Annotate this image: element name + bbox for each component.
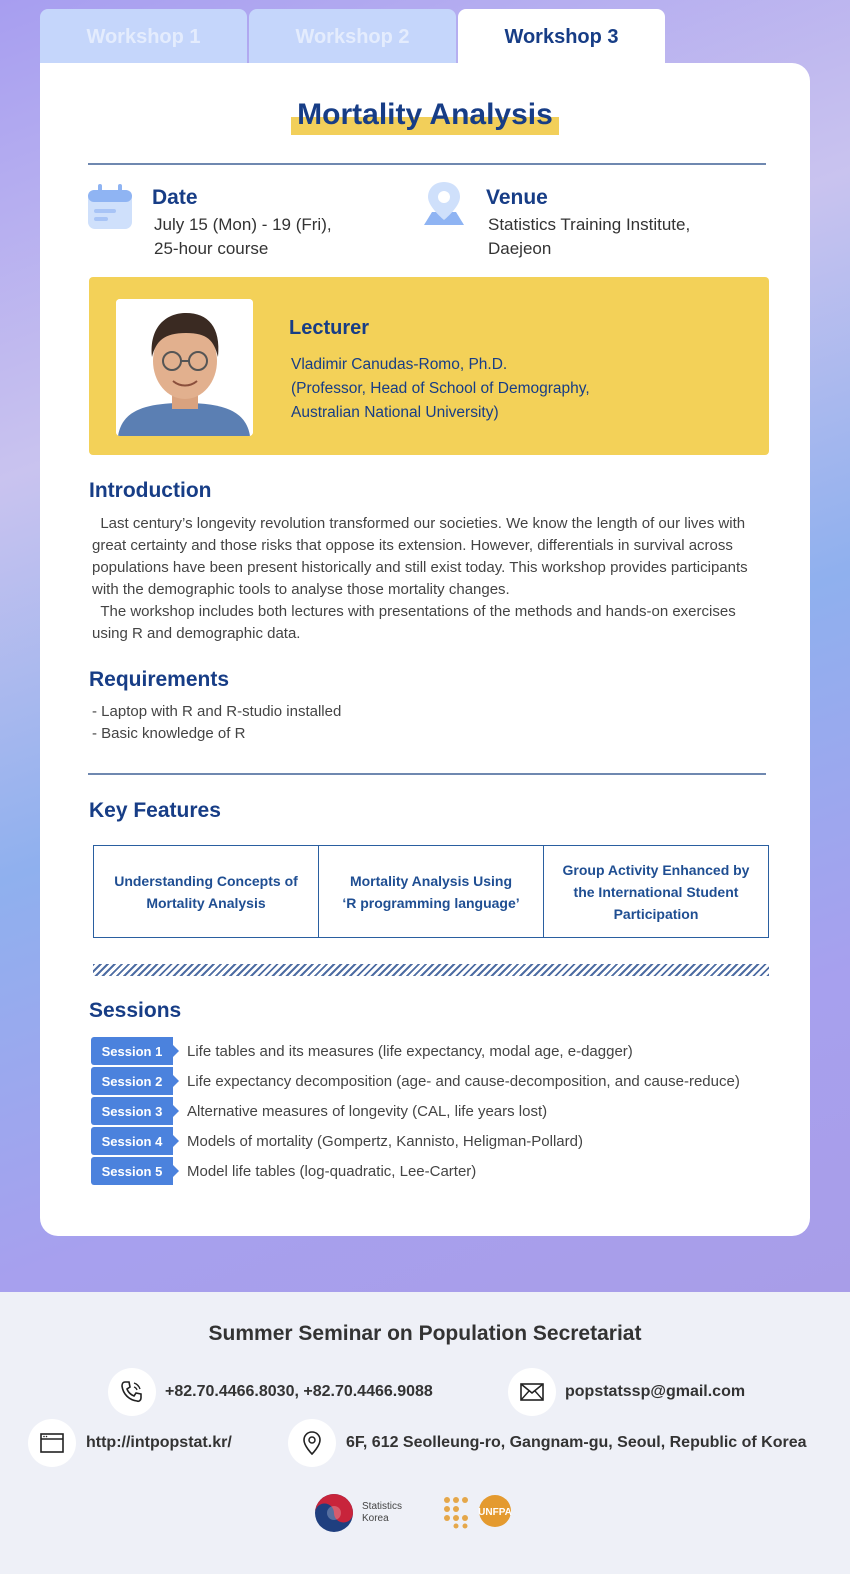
email-icon xyxy=(508,1368,556,1416)
session-row xyxy=(91,1127,583,1155)
lecturer-box xyxy=(89,277,769,455)
session-text: Life tables and its measures (life expectancy, modal age, e-dagger) xyxy=(187,1042,633,1060)
key-features-table xyxy=(93,845,769,938)
sessions-heading: Sessions xyxy=(89,999,182,1022)
requirements-list xyxy=(92,701,772,745)
workshop-card xyxy=(40,63,810,1236)
statistics-korea-logo-text: Statistics Korea xyxy=(362,1501,403,1524)
tab-workshop-3[interactable]: Workshop 3 xyxy=(458,9,665,65)
calendar-icon xyxy=(86,183,134,231)
introduction-heading: Introduction xyxy=(89,479,212,502)
date-label: Date xyxy=(152,186,198,209)
page-title: Mortality Analysis xyxy=(291,95,559,135)
session-badge: Session 2 xyxy=(91,1067,173,1095)
session-badge: Session 4 xyxy=(91,1127,173,1155)
phone-numbers[interactable]: +82.70.4466.8030, +82.70.4466.9088 xyxy=(165,1383,433,1400)
session-badge: Session 1 xyxy=(91,1037,173,1065)
feature-cell: Understanding Concepts of Mortality Analysis xyxy=(94,846,319,937)
feature-cell: Mortality Analysis Using ‘R programming language’ xyxy=(319,846,544,937)
requirement-item: - Basic knowledge of R xyxy=(92,725,246,742)
browser-icon xyxy=(28,1419,76,1467)
session-row xyxy=(91,1097,547,1125)
session-row xyxy=(91,1157,476,1185)
tab-workshop-2[interactable]: Workshop 2 xyxy=(249,9,456,65)
session-text: Models of mortality (Gompertz, Kannisto, Heligman-Pollard) xyxy=(187,1132,583,1150)
lecturer-label: Lecturer xyxy=(289,317,370,339)
session-row xyxy=(91,1037,633,1065)
website-link[interactable]: http://intpopstat.kr/ xyxy=(86,1434,232,1451)
phone-icon xyxy=(108,1368,156,1416)
requirement-item: - Laptop with R and R-studio installed xyxy=(92,703,342,720)
introduction-paragraph-2: The workshop includes both lectures with presentations of the methods and hands-on exercises using R and demographic data. xyxy=(92,603,736,642)
unfpa-logo xyxy=(443,1495,515,1529)
session-text: Life expectancy decomposition (age- and cause-decomposition, and cause-reduce) xyxy=(187,1072,740,1090)
venue-label: Venue xyxy=(486,186,548,209)
date-value: July 15 (Mon) - 19 (Fri), 25-hour course xyxy=(154,215,332,258)
footer-title: Summer Seminar on Population Secretariat xyxy=(208,1322,642,1345)
address-pin-icon xyxy=(288,1419,336,1467)
hatched-divider xyxy=(93,964,769,976)
session-row xyxy=(91,1067,740,1095)
key-features-heading: Key Features xyxy=(89,799,221,822)
requirements-heading: Requirements xyxy=(89,668,230,691)
session-badge: Session 5 xyxy=(91,1157,173,1185)
introduction-paragraph-1: Last century’s longevity revolution transformed our societies. We know the length of our lives with great certainty and those risks that oppose its extension. However, differentials in survival across populations have been present historically and still exist today. This workshop provides participants with the demographic tools to analyse those mortality changes. xyxy=(92,515,748,598)
session-badge: Session 3 xyxy=(91,1097,173,1125)
divider xyxy=(88,163,766,165)
location-pin-icon xyxy=(420,180,468,230)
tab-workshop-1[interactable]: Workshop 1 xyxy=(40,9,247,65)
lecturer-details: Vladimir Canudas-Romo, Ph.D. (Professor, Head of School of Demography, Australian National University) xyxy=(291,356,590,421)
session-text: Alternative measures of longevity (CAL, life years lost) xyxy=(187,1102,548,1120)
email-link[interactable]: popstatssp@gmail.com xyxy=(565,1383,746,1400)
feature-cell: Group Activity Enhanced by the International Student Participation xyxy=(562,861,750,922)
divider xyxy=(88,773,766,775)
svg-text:UNFPA: UNFPA xyxy=(478,1507,512,1518)
address-text: 6F, 612 Seolleung-ro, Gangnam-gu, Seoul, Republic of Korea xyxy=(346,1434,807,1451)
statistics-korea-logo xyxy=(313,1493,355,1533)
lecturer-photo xyxy=(116,299,253,436)
session-text: Model life tables (log-quadratic, Lee-Carter) xyxy=(187,1162,477,1180)
workshop-tabs xyxy=(40,9,665,65)
venue-value: Statistics Training Institute, Daejeon xyxy=(488,215,691,258)
